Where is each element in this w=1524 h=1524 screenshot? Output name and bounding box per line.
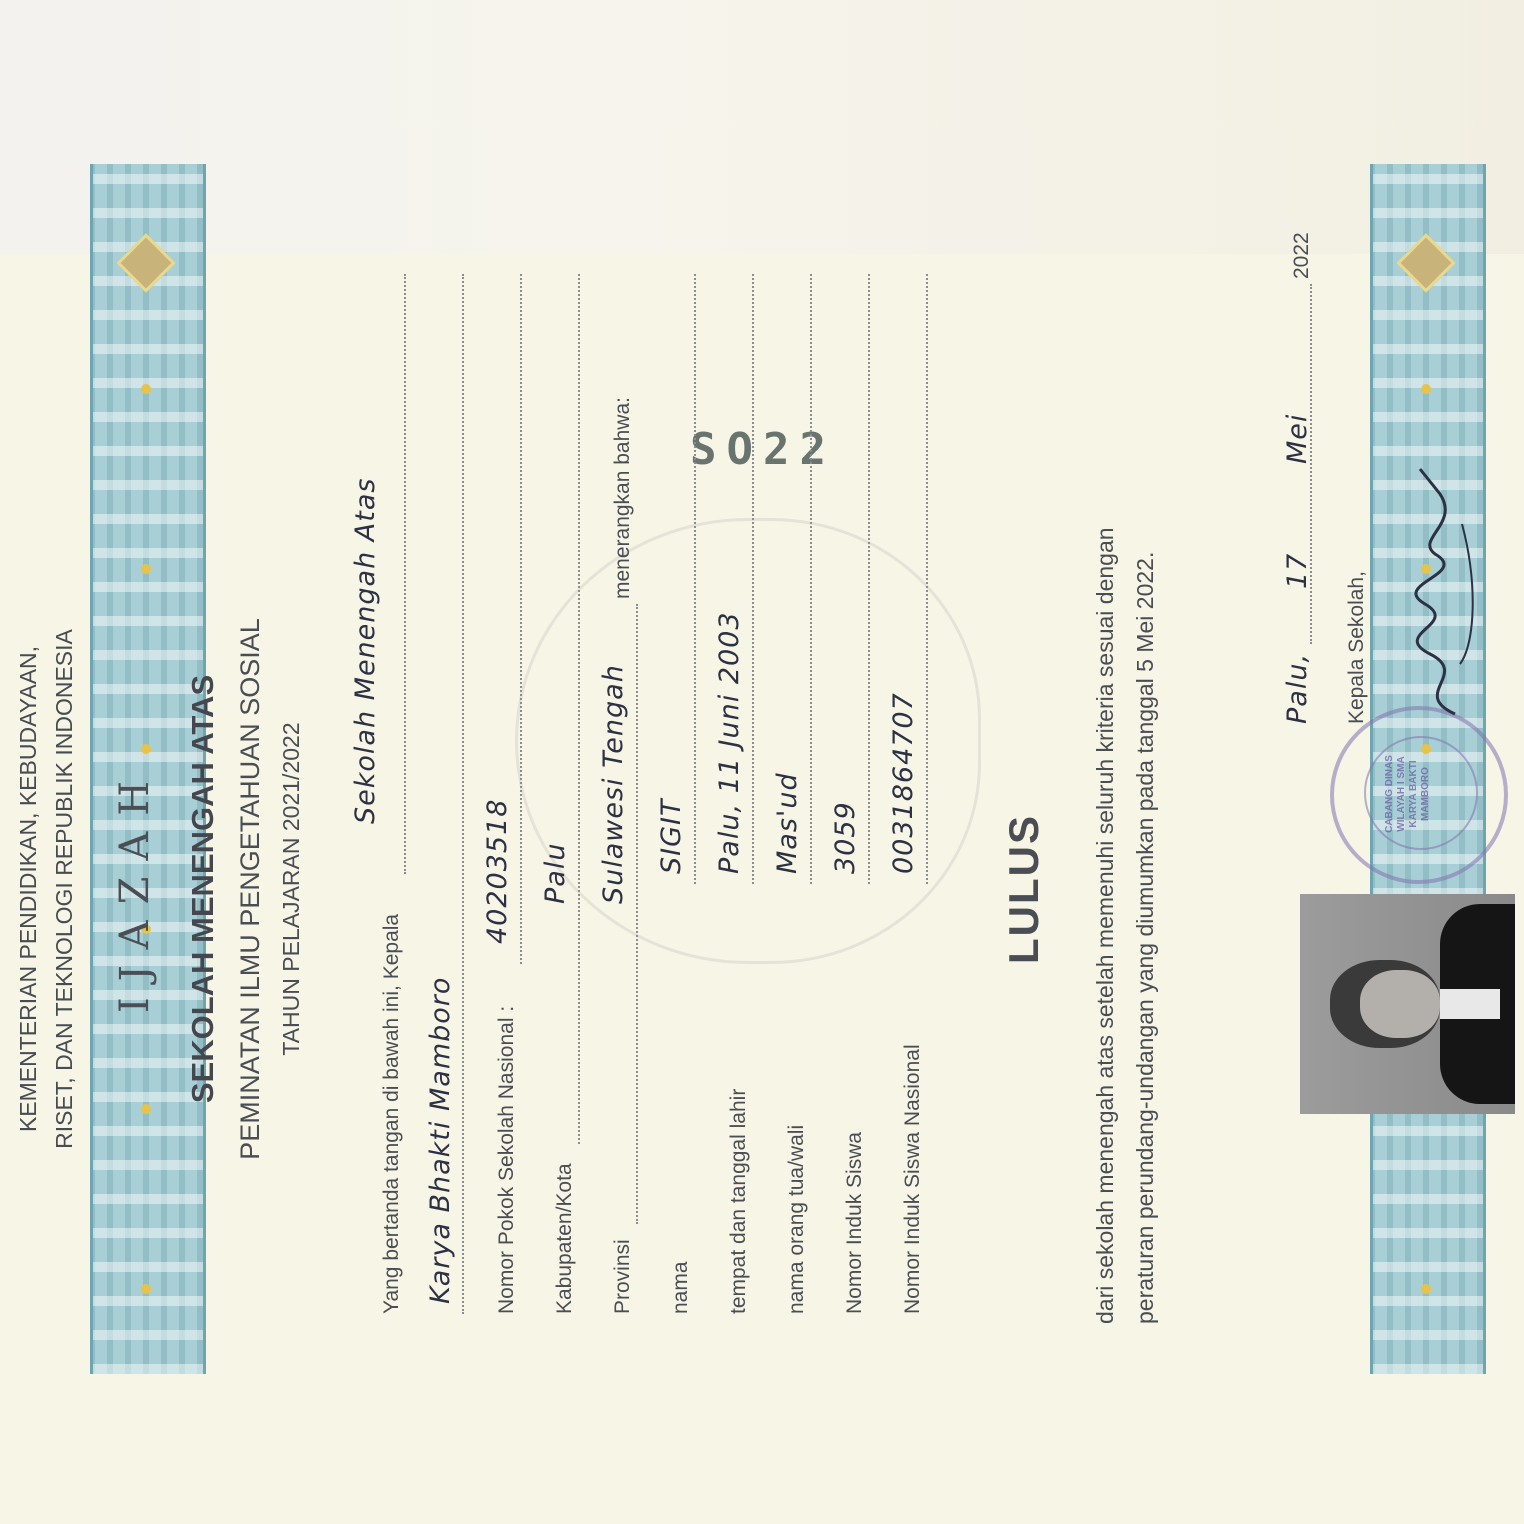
- provinsi-label: Provinsi: [611, 1239, 634, 1314]
- certificate-number: SO22: [690, 424, 836, 475]
- school-category-value: Sekolah Menengah Atas: [350, 477, 381, 824]
- ministry-header: [10, 254, 82, 1524]
- statement-line-2: peraturan perundang-undangan yang diumumkan pada tanggal 5 Mei 2022.: [1132, 551, 1158, 1324]
- nisn-value: 0031864707: [888, 692, 919, 874]
- statement-line-1: dari sekolah menengah atas setelah memenuhi seluruh kriteria sesuai dengan: [1092, 527, 1118, 1324]
- ortu-label: nama orang tua/wali: [785, 1124, 808, 1314]
- ministry-line-2: RISET, DAN TEKNOLOGI REPUBLIK INDONESIA: [51, 629, 77, 1149]
- nama-label: nama: [669, 1261, 692, 1314]
- ttl-value: Palu, 11 Juni 2003: [714, 611, 745, 874]
- school-type: SEKOLAH MENENGAH ATAS: [185, 674, 220, 1104]
- specialization: PEMINATAN ILMU PENGETAHUAN SOSIAL: [235, 618, 265, 1160]
- student-photo: [1300, 894, 1515, 1114]
- signing-role: Kepala Sekolah,: [1345, 571, 1368, 724]
- stamp-center-text: CABANG DINAS WILAYAH I SMA KARYA BAKTI MAMBORO: [1384, 755, 1431, 833]
- nis-label: Nomor Induk Siswa: [843, 1131, 866, 1314]
- nis-value: 3059: [830, 801, 861, 874]
- document-title: IJAZAH: [112, 764, 158, 1014]
- principal-signature: [1400, 464, 1480, 724]
- nisn-label: Nomor Induk Siswa Nasional: [901, 1044, 924, 1314]
- certificate: [0, 232, 1524, 1524]
- npsn-label: Nomor Pokok Sekolah Nasional :: [495, 1005, 518, 1314]
- school-stamp: [1330, 706, 1508, 884]
- result-lulus: LULUS: [1000, 814, 1047, 964]
- statement-paragraph: [1085, 244, 1165, 1324]
- provinsi-value: Sulawesi Tengah: [598, 664, 629, 904]
- menerangkan-label: menerangkan bahwa:: [611, 397, 634, 599]
- kabupaten-label: Kabupaten/Kota: [553, 1163, 576, 1314]
- ttl-label: tempat dan tanggal lahir: [727, 1088, 750, 1314]
- signing-month: Mei: [1282, 413, 1313, 464]
- ministry-line-1: KEMENTERIAN PENDIDIKAN, KEBUDAYAAN,: [15, 645, 41, 1133]
- signing-place: Palu,: [1282, 652, 1313, 724]
- nama-value: SIGIT: [656, 798, 687, 874]
- academic-year: TAHUN PELAJARAN 2021/2022: [278, 722, 304, 1056]
- intro-label: Yang bertanda tangan di bawah ini, Kepala: [380, 913, 403, 1314]
- school-name-value: Karya Bhakti Mamboro: [425, 976, 456, 1304]
- signing-year: 2022: [1290, 232, 1313, 279]
- kabupaten-value: Palu: [540, 842, 571, 904]
- npsn-value: 40203518: [482, 798, 513, 944]
- ortu-value: Mas'ud: [772, 772, 803, 874]
- signing-day: 17: [1282, 552, 1313, 589]
